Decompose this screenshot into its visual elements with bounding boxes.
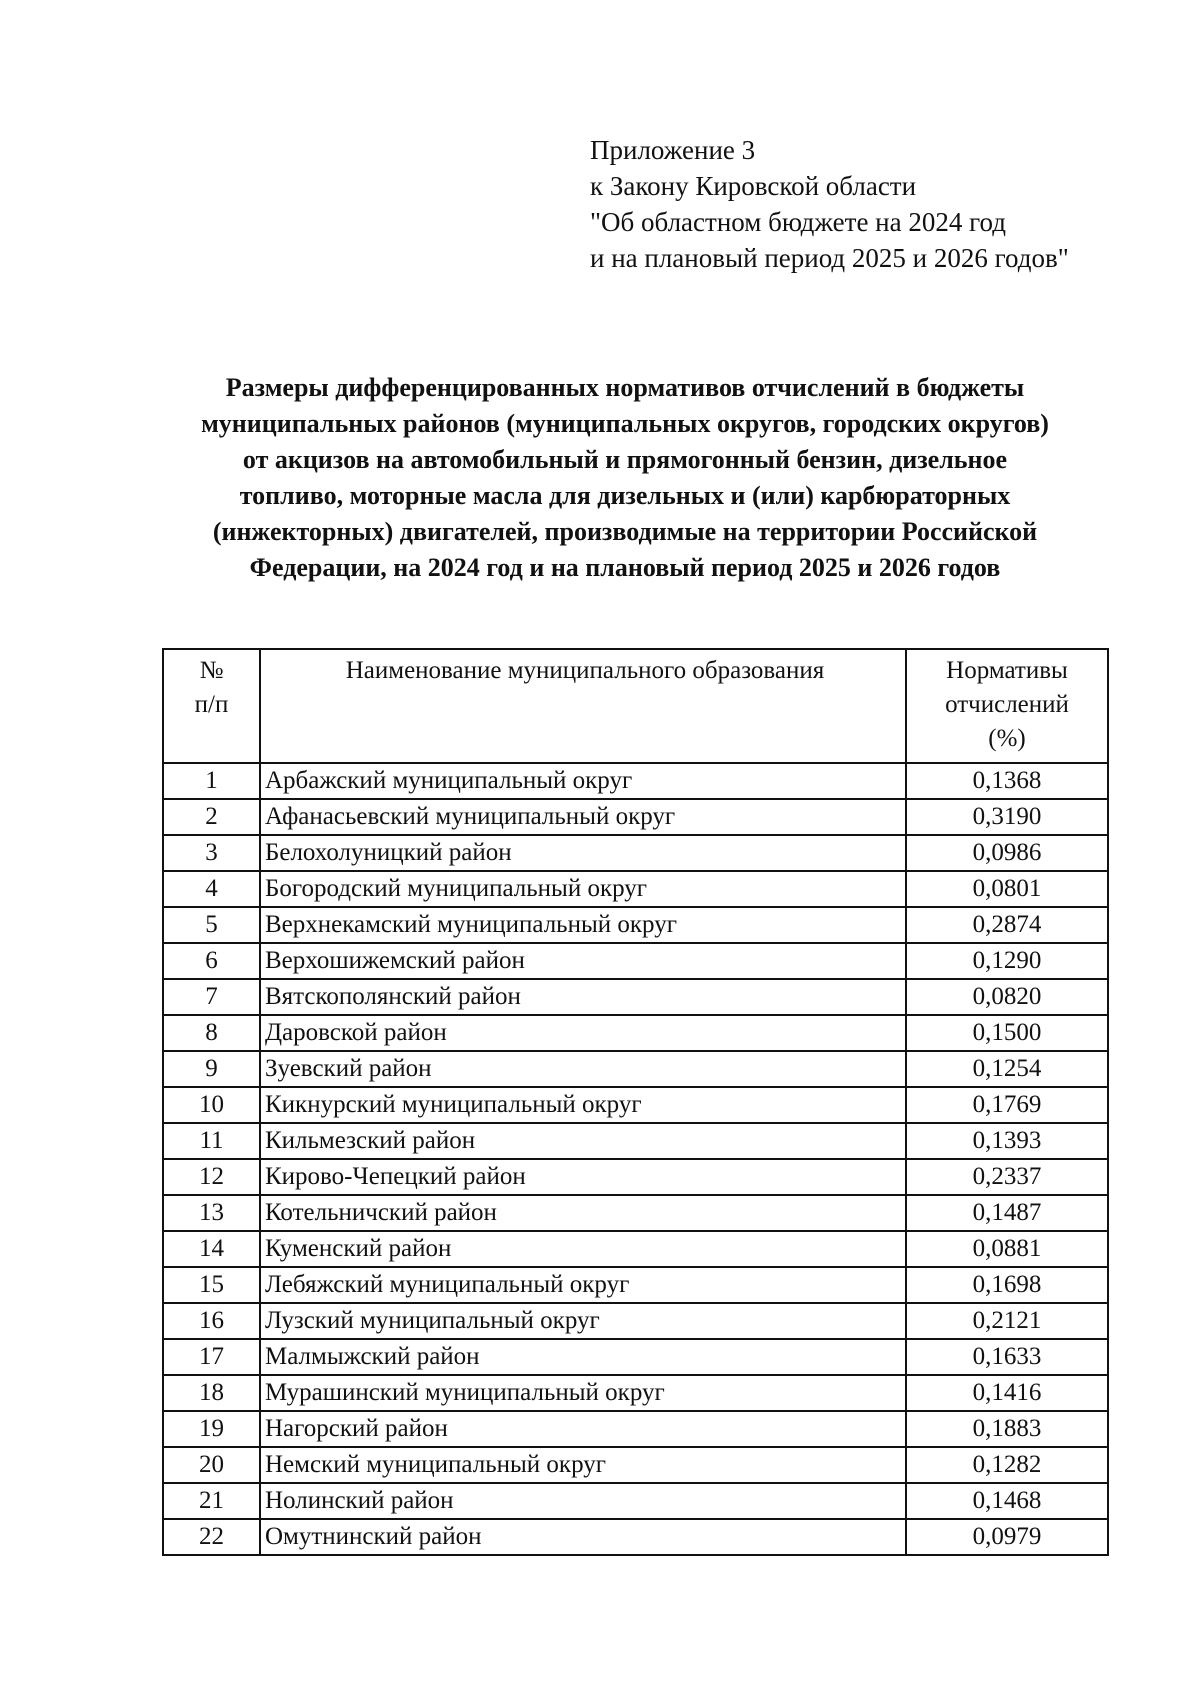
table-row [163, 1123, 1108, 1159]
attachment-line: и на плановый период 2025 и 2026 годов" [590, 243, 1069, 273]
table-header-row [163, 649, 1108, 763]
row-number: 10 [163, 1087, 260, 1123]
table-row [163, 1411, 1108, 1447]
header-value [906, 649, 1108, 763]
row-name: Верхнекамский муниципальный округ [260, 907, 906, 943]
row-name: Куменский район [260, 1231, 906, 1267]
table-row [163, 1375, 1108, 1411]
row-value: 0,0820 [906, 979, 1108, 1015]
attachment-note [590, 132, 1069, 276]
norms-table [162, 648, 1109, 1556]
row-name: Лебяжский муниципальный округ [260, 1267, 906, 1303]
row-number: 22 [163, 1519, 260, 1555]
row-number: 9 [163, 1051, 260, 1087]
table-row [163, 907, 1108, 943]
table-row [163, 871, 1108, 907]
title-line: от акцизов на автомобильный и прямогонный бензин, дизельное [242, 445, 1008, 474]
row-value: 0,3190 [906, 799, 1108, 835]
row-value: 0,2337 [906, 1159, 1108, 1195]
row-name: Лузский муниципальный округ [260, 1303, 906, 1339]
table-body [163, 763, 1108, 1555]
row-name: Афанасьевский муниципальный округ [260, 799, 906, 835]
row-number: 6 [163, 943, 260, 979]
title-line: Федерации, на 2024 год и на плановый период 2025 и 2026 годов [249, 553, 1001, 582]
row-value: 0,1416 [906, 1375, 1108, 1411]
header-name [260, 649, 906, 763]
header-number [163, 649, 260, 763]
table-row [163, 943, 1108, 979]
row-name: Кикнурский муниципальный округ [260, 1087, 906, 1123]
title-line: Размеры дифференцированных нормативов отчислений в бюджеты [225, 373, 1025, 402]
row-name: Арбажский муниципальный округ [260, 763, 906, 799]
row-name: Котельничский район [260, 1195, 906, 1231]
table-row [163, 1159, 1108, 1195]
table-row [163, 1303, 1108, 1339]
row-name: Немский муниципальный округ [260, 1447, 906, 1483]
header-value-line2: отчислений [945, 691, 1069, 718]
title-line: топливо, моторные масла для дизельных и (или) карбюраторных [239, 481, 1011, 510]
table-row [163, 1051, 1108, 1087]
row-value: 0,0801 [906, 871, 1108, 907]
row-name: Кильмезский район [260, 1123, 906, 1159]
row-value: 0,0881 [906, 1231, 1108, 1267]
row-number: 14 [163, 1231, 260, 1267]
row-number: 19 [163, 1411, 260, 1447]
row-value: 0,1368 [906, 763, 1108, 799]
title-line: (инжекторных) двигателей, производимые на территории Российской [212, 517, 1038, 546]
table-row [163, 799, 1108, 835]
header-number-line1: № [199, 657, 224, 684]
header-value-line3: (%) [988, 725, 1026, 752]
table-row [163, 1015, 1108, 1051]
row-number: 3 [163, 835, 260, 871]
row-value: 0,1633 [906, 1339, 1108, 1375]
row-value: 0,1254 [906, 1051, 1108, 1087]
row-number: 4 [163, 871, 260, 907]
row-value: 0,1769 [906, 1087, 1108, 1123]
row-name: Верхошижемский район [260, 943, 906, 979]
row-name: Нагорский район [260, 1411, 906, 1447]
row-value: 0,1282 [906, 1447, 1108, 1483]
row-value: 0,1883 [906, 1411, 1108, 1447]
row-name: Кирово-Чепецкий район [260, 1159, 906, 1195]
row-number: 15 [163, 1267, 260, 1303]
attachment-line: к Закону Кировской области [590, 171, 917, 201]
row-number: 7 [163, 979, 260, 1015]
row-name: Даровской район [260, 1015, 906, 1051]
row-number: 20 [163, 1447, 260, 1483]
row-number: 1 [163, 763, 260, 799]
row-name: Белохолуницкий район [260, 835, 906, 871]
header-number-line2: п/п [194, 691, 229, 718]
header-name-text: Наименование муниципального образования [345, 657, 825, 684]
table-row [163, 979, 1108, 1015]
row-number: 17 [163, 1339, 260, 1375]
row-name: Малмыжский район [260, 1339, 906, 1375]
document-title [150, 370, 1100, 586]
title-line: муниципальных районов (муниципальных округов, городских округов) [201, 409, 1049, 438]
row-value: 0,1500 [906, 1015, 1108, 1051]
table-row [163, 1195, 1108, 1231]
attachment-line: Приложение 3 [590, 135, 756, 165]
row-value: 0,1290 [906, 943, 1108, 979]
table-row [163, 1339, 1108, 1375]
row-name: Нолинский район [260, 1483, 906, 1519]
table-row [163, 835, 1108, 871]
row-number: 13 [163, 1195, 260, 1231]
row-value: 0,0986 [906, 835, 1108, 871]
row-name: Зуевский район [260, 1051, 906, 1087]
row-number: 18 [163, 1375, 260, 1411]
row-value: 0,1468 [906, 1483, 1108, 1519]
row-number: 5 [163, 907, 260, 943]
row-name: Мурашинский муниципальный округ [260, 1375, 906, 1411]
row-name: Омутнинский район [260, 1519, 906, 1555]
row-value: 0,2874 [906, 907, 1108, 943]
row-number: 21 [163, 1483, 260, 1519]
row-value: 0,2121 [906, 1303, 1108, 1339]
row-value: 0,0979 [906, 1519, 1108, 1555]
table-row [163, 1087, 1108, 1123]
row-number: 11 [163, 1123, 260, 1159]
row-number: 12 [163, 1159, 260, 1195]
row-number: 8 [163, 1015, 260, 1051]
table-row [163, 1447, 1108, 1483]
table-row [163, 763, 1108, 799]
table-row [163, 1267, 1108, 1303]
table-row [163, 1519, 1108, 1555]
row-number: 2 [163, 799, 260, 835]
row-number: 16 [163, 1303, 260, 1339]
attachment-line: "Об областном бюджете на 2024 год [590, 207, 1006, 237]
table-row [163, 1483, 1108, 1519]
row-name: Богородский муниципальный округ [260, 871, 906, 907]
header-value-line1: Нормативы [946, 657, 1068, 684]
row-value: 0,1393 [906, 1123, 1108, 1159]
table-row [163, 1231, 1108, 1267]
row-value: 0,1698 [906, 1267, 1108, 1303]
row-value: 0,1487 [906, 1195, 1108, 1231]
row-name: Вятскополянский район [260, 979, 906, 1015]
